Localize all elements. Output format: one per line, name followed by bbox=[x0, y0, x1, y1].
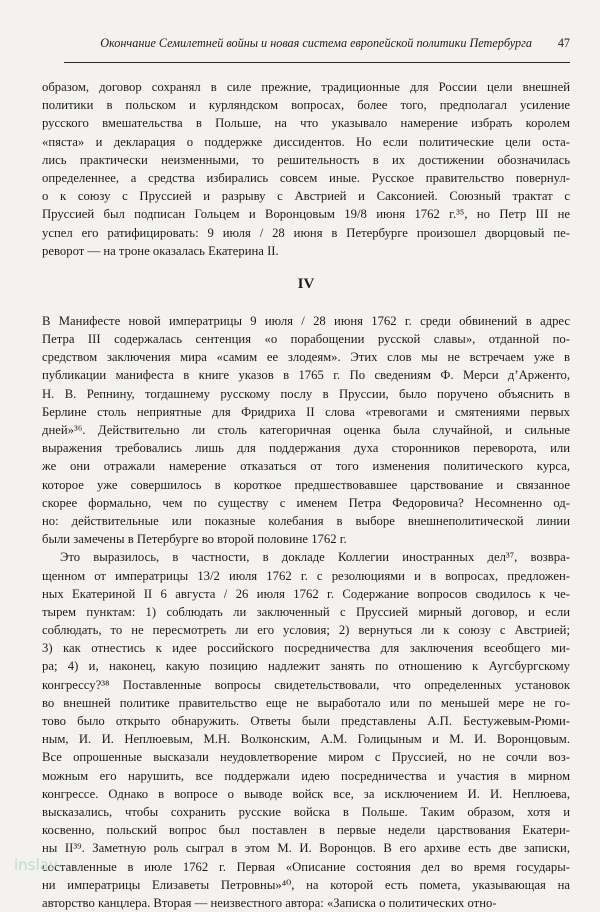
text-line: Это выразилось, в частности, в докладе Коллегии иностранных дел³⁷, возвра- bbox=[60, 550, 570, 565]
text-line: ра; 4) и, наконец, какую позицию надлежит занять по отношению к Аугсбургскому bbox=[42, 659, 570, 674]
text-line: Берлине столь неприятные для Фридриха II слова «тревогами и смятениями первых bbox=[42, 404, 570, 419]
watermark: inslav bbox=[14, 856, 58, 874]
text-line: же они отражали намерение отказаться от того изменения политического курса, bbox=[42, 459, 570, 474]
text-line: которое уже совершилось в короткое предшествовавшее царствование и связанное bbox=[42, 477, 570, 492]
text-line: скорее формально, чем по существу с именем Петра Федоровича? Несомненно од- bbox=[42, 495, 570, 510]
text-line: конгрессе. Однако в вопросе о выводе войск все, за исключением И. И. Неплюева, bbox=[42, 786, 570, 801]
body-text bbox=[42, 78, 570, 912]
text-line: были замечены в Петербурге во второй половине 1762 г. bbox=[42, 532, 347, 547]
text-line: но: действительные или показные колебания в выборе внешнеполитической линии bbox=[42, 513, 570, 528]
text-line: соблюдать, то не пересмотреть ли его условия; 2) вернуться ли к союзу с Австрией; bbox=[42, 623, 570, 638]
text-line: косвенно, польский вопрос был поставлен в первые недели царствования Екатери- bbox=[42, 823, 570, 838]
text-line: тово было открыто обнаружить. Ответы были представлены А.П. Бестужевым-Рюми- bbox=[42, 714, 570, 728]
text-line: Н. В. Репнину, тогдашнему русскому послу в Пруссии, было поручено объяснить в bbox=[42, 386, 570, 401]
text-line: составленные в июле 1762 г. Первая «Описание состояния дел во время государы- bbox=[42, 859, 570, 874]
text-line: можным его нарушить, все поддержали идею посредничества и участия в мирном bbox=[42, 768, 570, 783]
text-line: реворот — на троне оказалась Екатерина II. bbox=[42, 243, 279, 258]
text-line: щенном от императрицы 13/2 июля 1762 г. с резолюциями и в вопросах, предложен- bbox=[42, 568, 570, 583]
text-line: ным, И. И. Неплюевым, М.Н. Волконским, А.М. Голицыным и М. И. Воронцовым. bbox=[42, 732, 570, 747]
paragraph-continued bbox=[42, 78, 570, 260]
text-line: средством заключения мира «самим ее злодеям». Этих слов мы не встречаем уже в bbox=[42, 350, 570, 365]
paragraph-college-report bbox=[42, 548, 570, 912]
text-line: русского вмешательства в Польше, на что указывало намерение избрать королем bbox=[42, 116, 570, 131]
text-line: о к союзу с Пруссией и разрыву с Австрией и Саксонией. Союзный трактат с bbox=[42, 189, 570, 204]
text-line: В Манифесте новой императрицы 9 июля / 28 июня 1762 г. среди обвинений в адрес bbox=[42, 313, 570, 328]
text-line: авторство канцлера. Вторая — неизвестного автора: «Записка о политических отно- bbox=[42, 895, 497, 910]
text-line: ных Екатериной II 6 августа / 26 июля 1762 г. Содержание вопросов сводилось к че- bbox=[42, 586, 570, 601]
running-title: Окончание Семилетней войны и новая система европейской политики Петербурга bbox=[100, 36, 532, 50]
text-line: «пяста» и декларация о поддержке диссидентов. Но если политические цели оста- bbox=[42, 134, 570, 149]
text-line: во внешней политике правительство еще не выработало или по меньшей мере не го- bbox=[42, 695, 570, 710]
text-line: Все опрошенные высказали неудовлетворение миром с Пруссией, но не сочли воз- bbox=[42, 750, 570, 765]
text-line: лись практически неизменными, то решительность в их достижении обозначилась bbox=[42, 152, 570, 167]
section-heading: IV bbox=[297, 275, 315, 292]
text-line: успел его ратифицировать: 9 июля / 28 июня в Петербурге произошел дворцовый пе- bbox=[42, 225, 570, 240]
text-line: ны II³⁹. Заметную роль сыграл в этом М. И. Воронцов. В его архиве есть две записки, bbox=[42, 841, 570, 856]
text-line: публикации манифеста в книге указов в 1765 г. По сведениям Ф. Мерси д’Арженто, bbox=[42, 368, 570, 383]
text-line: ни императрицы Елизаветы Петровны»⁴⁰, на которой есть помета, указывающая на bbox=[42, 877, 570, 892]
text-line: образом, договор сохранял в силе прежние, традиционные для России цели внешней bbox=[42, 80, 570, 94]
page-number: 47 bbox=[557, 36, 570, 50]
text-line: политики в польском и курляндском вопросах, более того, предполагал усиление bbox=[42, 98, 570, 113]
text-line: определеннее, а средства избирались совсем иные. Русское правительство повернул- bbox=[42, 170, 570, 185]
header-rule bbox=[64, 62, 570, 63]
text-line: выражения требовались лишь для поддержания духа сторонников переворота, или bbox=[42, 441, 570, 456]
text-line: 3) как отнестись к идее российского посредничества для заключения всеобщего ми- bbox=[42, 641, 570, 656]
text-line: конгрессу?³⁸ Поставленные вопросы свидетельствовали, что определенных установок bbox=[42, 677, 570, 692]
text-line: дней»³⁶. Действительно ли столь категоричная оценка была случайной, и сильные bbox=[42, 423, 570, 437]
text-line: Пруссией был подписан Гольцем и Воронцовым 19/8 июня 1762 г.³⁵, но Петр III не bbox=[42, 207, 570, 222]
paragraph-manifesto bbox=[42, 312, 570, 548]
text-line: тырем пунктам: 1) соблюдать ли заключенный с Пруссией мирный договор, и если bbox=[42, 604, 570, 619]
text-line: Петра III содержалась сентенция «о порабощении русской славы», отданной по- bbox=[42, 332, 570, 347]
text-line: высказались, чтобы сохранить русские войска в Польше. Таким образом, хотя и bbox=[42, 804, 570, 819]
